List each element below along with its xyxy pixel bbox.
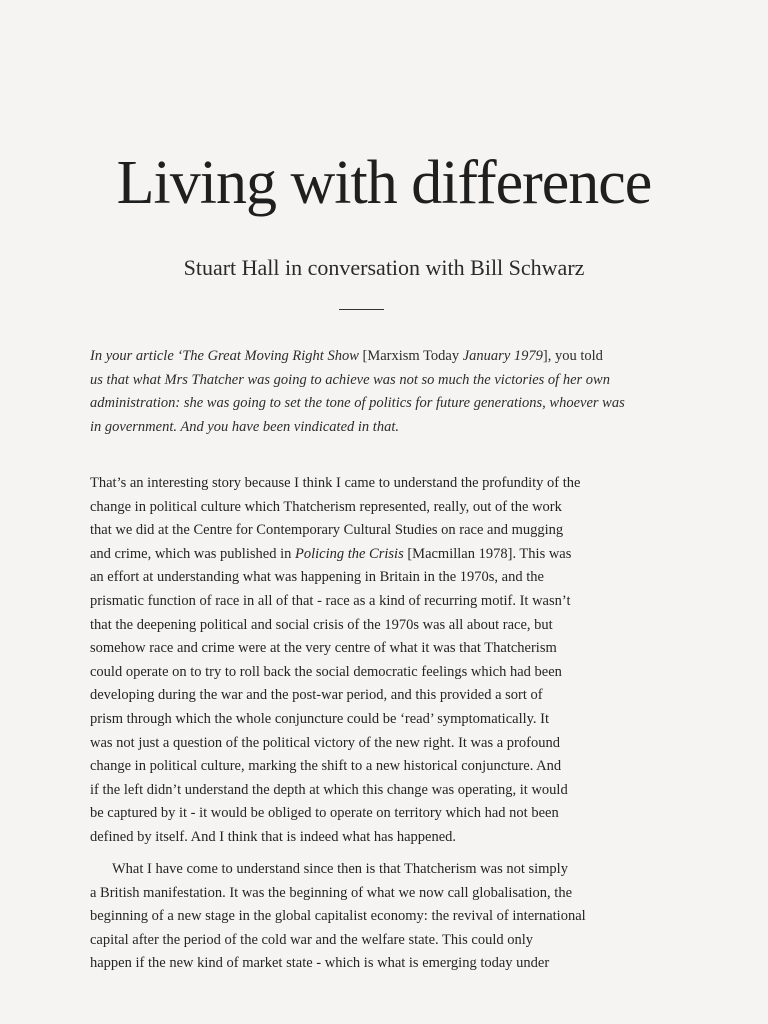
answer-line: defined by itself. And I think that is indeed what has happened. bbox=[90, 828, 457, 845]
answer-line: beginning of a new stage in the global capitalist economy: the revival of international bbox=[90, 908, 586, 925]
answer-line: somehow race and crime were at the very centre of what it was that Thatcherism bbox=[90, 640, 557, 657]
answer-line: capital after the period of the cold war and the welfare state. This could only bbox=[90, 931, 534, 948]
interview-question bbox=[90, 345, 635, 439]
interview-answer-paragraph-1 bbox=[90, 472, 635, 850]
answer-line: could operate on to try to roll back the social democratic feelings which had been bbox=[90, 663, 562, 680]
answer-line: prism through which the whole conjuncture could be ‘read’ symptomatically. It bbox=[90, 710, 550, 727]
article-title: Living with difference bbox=[116, 149, 652, 217]
question-line: administration: she was going to set the tone of politics for future generations, whoever was bbox=[90, 395, 625, 412]
answer-line: change in political culture, marking the shift to a new historical conjuncture. And bbox=[90, 758, 562, 775]
answer-line: that we did at the Centre for Contemporary Cultural Studies on race and mugging bbox=[90, 522, 564, 539]
question-line: in government. And you have been vindicated in that. bbox=[90, 418, 399, 435]
answer-line: change in political culture which Thatcherism represented, really, out of the work bbox=[90, 498, 562, 515]
answer-line: an effort at understanding what was happening in Britain in the 1970s, and the bbox=[90, 569, 544, 586]
answer-line: that the deepening political and social crisis of the 1970s was all about race, but bbox=[90, 616, 553, 633]
interview-answer-paragraph-2 bbox=[90, 858, 635, 976]
answer-line: happen if the new kind of market state - which is what is emerging today under bbox=[90, 955, 550, 972]
answer-line: What I have come to understand since then is that Thatcherism was not simply bbox=[112, 861, 568, 877]
article-subtitle: Stuart Hall in conversation with Bill Schwarz bbox=[183, 255, 585, 280]
answer-line: developing during the war and the post-war period, and this provided a sort of bbox=[90, 687, 543, 704]
book-title: Policing the Crisis bbox=[294, 545, 404, 562]
answer-line: a British manifestation. It was the beginning of what we now call globalisation, the bbox=[90, 884, 573, 901]
answer-line: was not just a question of the political victory of the new right. It was a profound bbox=[90, 734, 560, 751]
answer-line: That’s an interesting story because I think I came to understand the profundity of the bbox=[90, 475, 581, 491]
question-line: In your article ‘The Great Moving Right Show [Marxism Today January 1979], you told bbox=[90, 348, 603, 364]
title-divider bbox=[339, 309, 384, 310]
answer-line: and crime, which was published in Policing the Crisis [Macmillan 1978]. This was bbox=[90, 545, 572, 562]
question-line: us that what Mrs Thatcher was going to achieve was not so much the victories of her own bbox=[90, 371, 610, 388]
answer-line: if the left didn’t understand the depth at which this change was operating, it would bbox=[90, 781, 568, 798]
answer-line: prismatic function of race in all of that - race as a kind of recurring motif. It wasn’t bbox=[90, 592, 571, 609]
answer-line: be captured by it - it would be obliged to operate on territory which had not been bbox=[90, 805, 559, 822]
